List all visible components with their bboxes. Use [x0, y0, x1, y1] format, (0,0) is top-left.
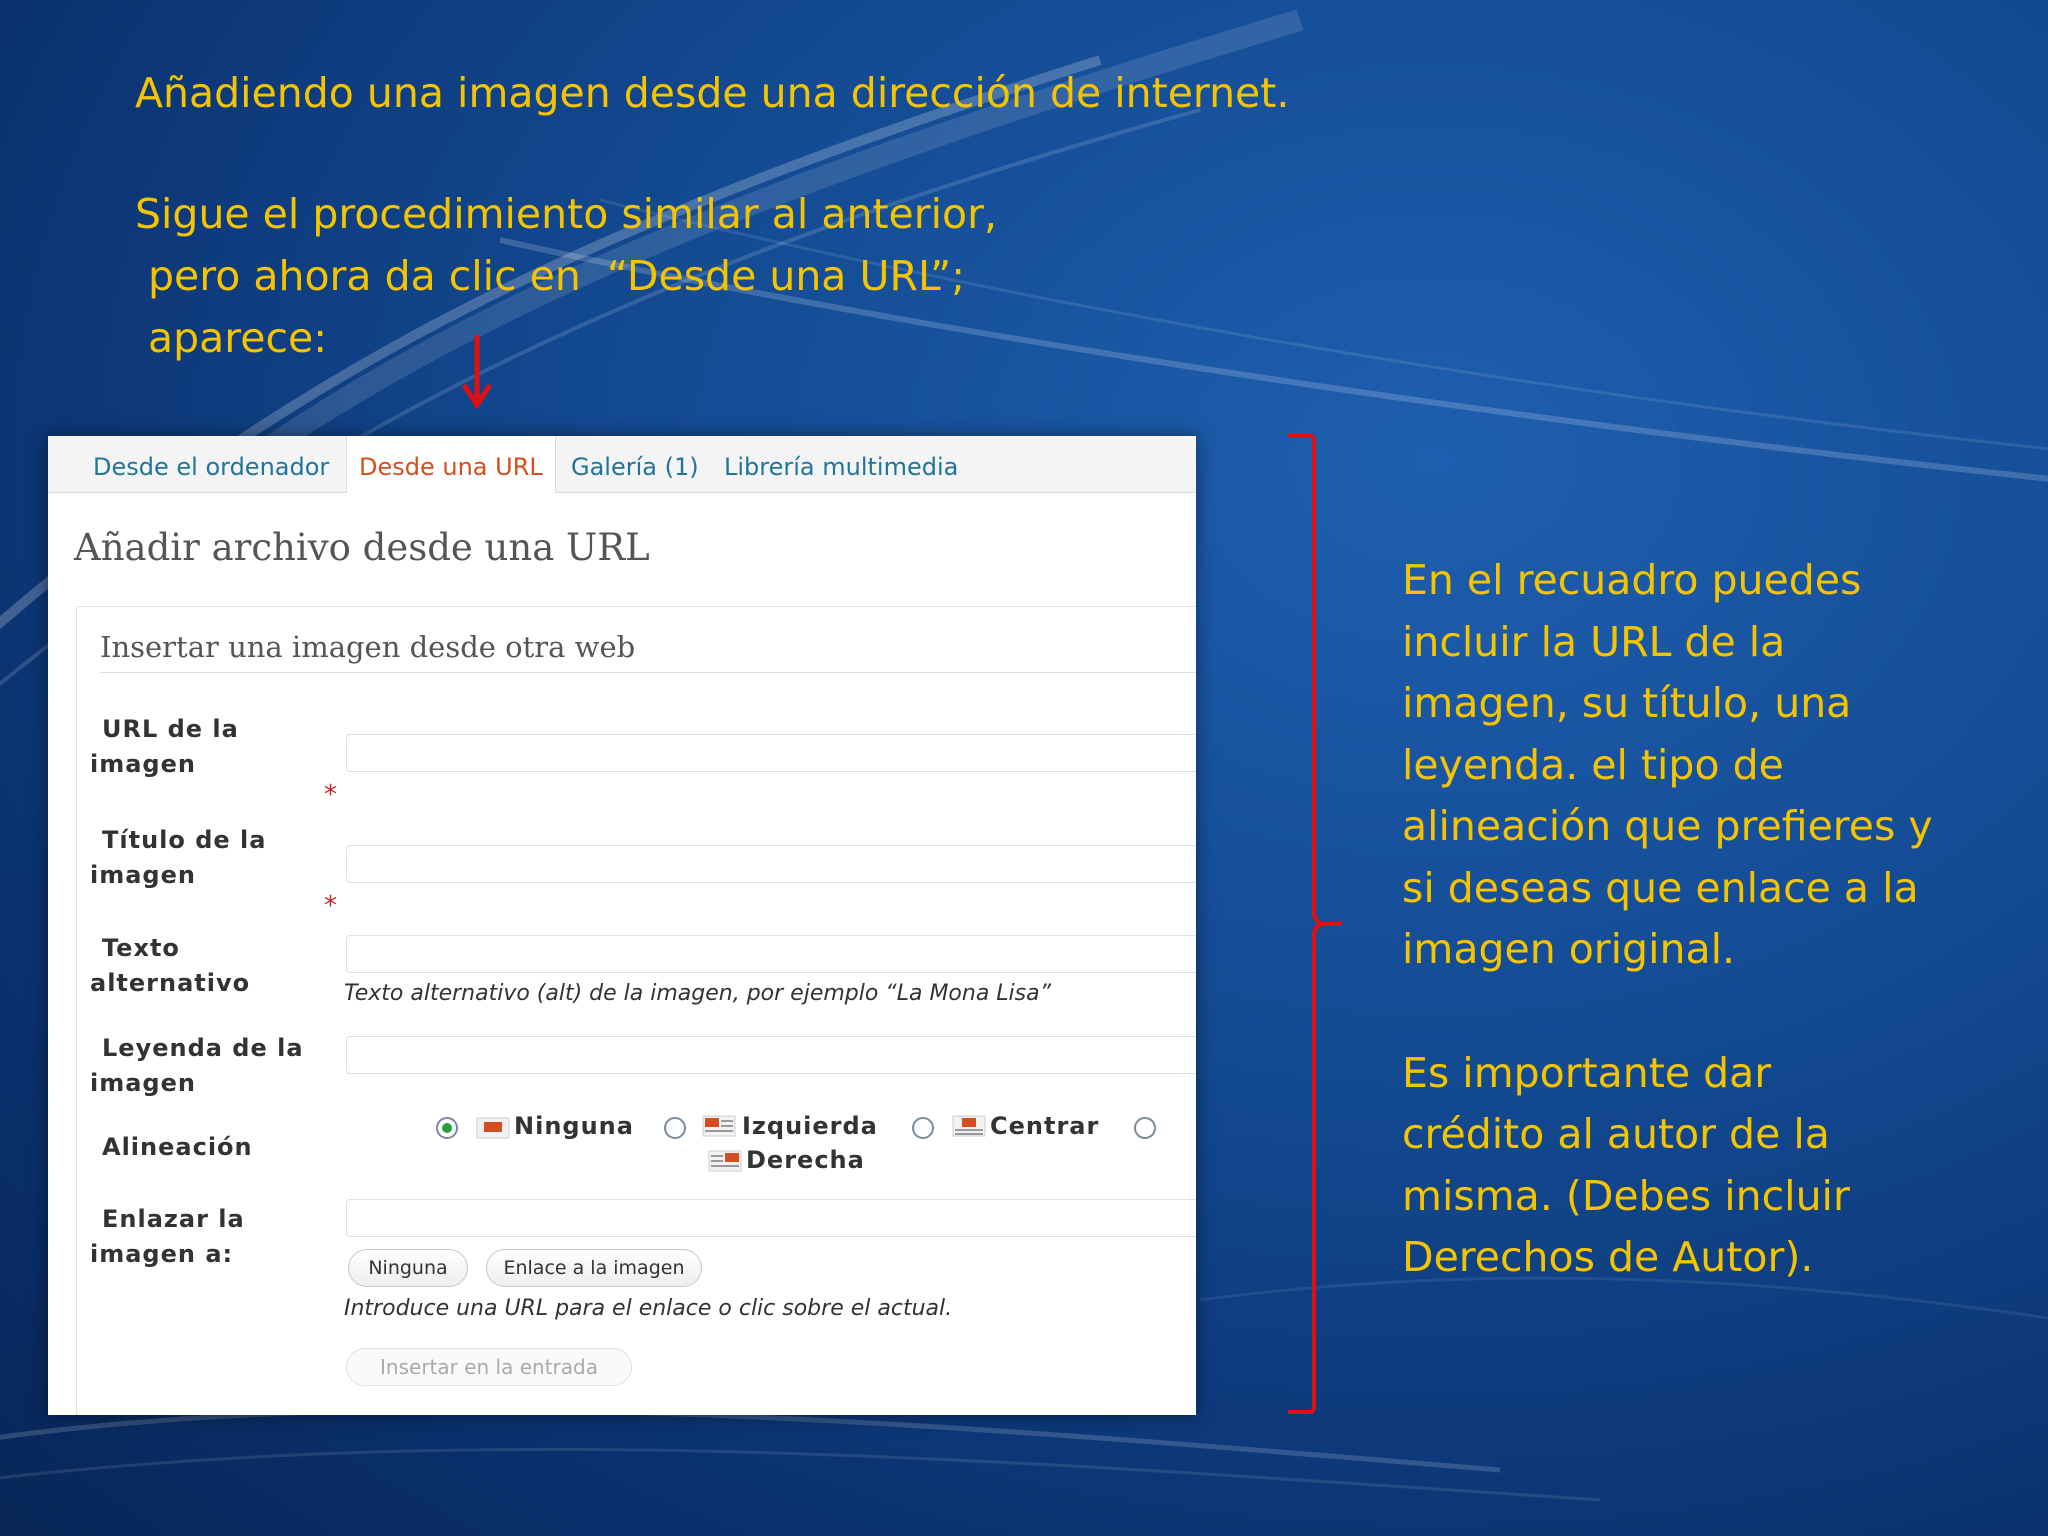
- align-right-icon: [708, 1150, 742, 1172]
- red-bracket-icon: [1280, 432, 1350, 1420]
- right-explanation: [1402, 550, 1933, 1289]
- right-p1-line-5: alineación que prefieres y: [1402, 802, 1933, 850]
- alt-label: [90, 931, 310, 1001]
- right-p2-line-2: crédito al autor de la: [1402, 1110, 1830, 1158]
- intro-line-2: pero ahora da clic en “Desde una URL”;: [135, 252, 966, 300]
- link-none-button[interactable]: Ninguna: [348, 1249, 468, 1287]
- right-p1-line-3: imagen, su título, una: [1402, 679, 1852, 727]
- tab-galeria[interactable]: Galería (1): [571, 453, 699, 481]
- url-input[interactable]: [346, 734, 1196, 772]
- title-label-line1: Título de la: [102, 826, 267, 854]
- alt-label-line2: alternativo: [90, 969, 251, 997]
- link-help: Introduce una URL para el enlace o clic sobre el actual.: [344, 1296, 953, 1321]
- paragraph-gap: [1402, 981, 1933, 1043]
- right-p2-line-3: misma. (Debes incluir: [1402, 1171, 1850, 1220]
- align-left-icon: [702, 1115, 736, 1137]
- url-label-line2: imagen: [90, 750, 196, 778]
- url-label: [90, 712, 310, 782]
- link-to-image-button[interactable]: Enlace a la imagen: [486, 1249, 702, 1287]
- title-label-line2: imagen: [90, 861, 196, 889]
- alt-text-help: Texto alternativo (alt) de la imagen, por ejemplo “La Mona Lisa”: [344, 981, 1052, 1006]
- align-left-label: Izquierda: [742, 1112, 878, 1140]
- align-center-radio[interactable]: [912, 1117, 934, 1139]
- intro-line-1: Sigue el procedimiento similar al anterior,: [135, 190, 997, 238]
- tab-bar: [48, 436, 1196, 493]
- right-p1-line-2: incluir la URL de la: [1402, 617, 1786, 666]
- align-right-radio[interactable]: [1134, 1117, 1156, 1139]
- tab-desde-ordenador[interactable]: Desde el ordenador: [93, 453, 330, 481]
- alt-label-line1: Texto: [102, 934, 180, 962]
- panel-divider: [100, 672, 1196, 673]
- right-p1-line-6: si deseas que enlace a la: [1402, 863, 1919, 912]
- alt-text-input[interactable]: [346, 935, 1196, 973]
- right-p2-line-1: Es importante dar: [1402, 1048, 1772, 1097]
- caption-label-line1: Leyenda de la: [102, 1034, 304, 1062]
- url-label-line1: URL de la: [102, 715, 239, 743]
- link-url-input[interactable]: [346, 1199, 1196, 1237]
- tab-libreria-multimedia[interactable]: Librería multimedia: [724, 453, 959, 481]
- alignment-label: Alineación: [102, 1133, 253, 1161]
- slide-heading: Añadiendo una imagen desde una dirección de internet.: [135, 69, 1290, 117]
- link-label-line2: imagen a:: [90, 1240, 234, 1268]
- align-none-label: Ninguna: [514, 1112, 634, 1140]
- align-center-icon: [952, 1115, 986, 1137]
- right-p1-line-1: En el recuadro puedes: [1402, 556, 1862, 604]
- title-label: [90, 823, 310, 893]
- title-input[interactable]: [346, 845, 1196, 883]
- media-upload-dialog: [48, 436, 1196, 1415]
- right-p1-line-7: imagen original.: [1402, 925, 1736, 973]
- caption-input[interactable]: [346, 1036, 1196, 1074]
- caption-label: [90, 1031, 310, 1101]
- right-p2-line-4: Derechos de Autor).: [1402, 1233, 1814, 1281]
- dialog-title: Añadir archivo desde una URL: [74, 526, 650, 569]
- align-none-radio[interactable]: [436, 1117, 458, 1139]
- insert-into-post-button[interactable]: Insertar en la entrada: [346, 1348, 632, 1386]
- panel-title: Insertar una imagen desde otra web: [100, 630, 636, 664]
- right-p1-line-4: leyenda. el tipo de: [1402, 740, 1784, 789]
- align-center-label: Centrar: [990, 1112, 1100, 1140]
- caption-label-line2: imagen: [90, 1069, 196, 1097]
- link-label-line1: Enlazar la: [102, 1205, 245, 1233]
- align-none-icon: [476, 1117, 510, 1139]
- align-right-label: Derecha: [746, 1146, 865, 1174]
- title-required-mark: *: [324, 891, 337, 921]
- url-required-mark: *: [324, 780, 337, 810]
- link-label: [90, 1202, 310, 1272]
- intro-line-3: aparece:: [135, 314, 328, 362]
- align-left-radio[interactable]: [664, 1117, 686, 1139]
- tab-desde-url[interactable]: Desde una URL: [346, 436, 556, 493]
- red-arrow-icon: [460, 333, 494, 409]
